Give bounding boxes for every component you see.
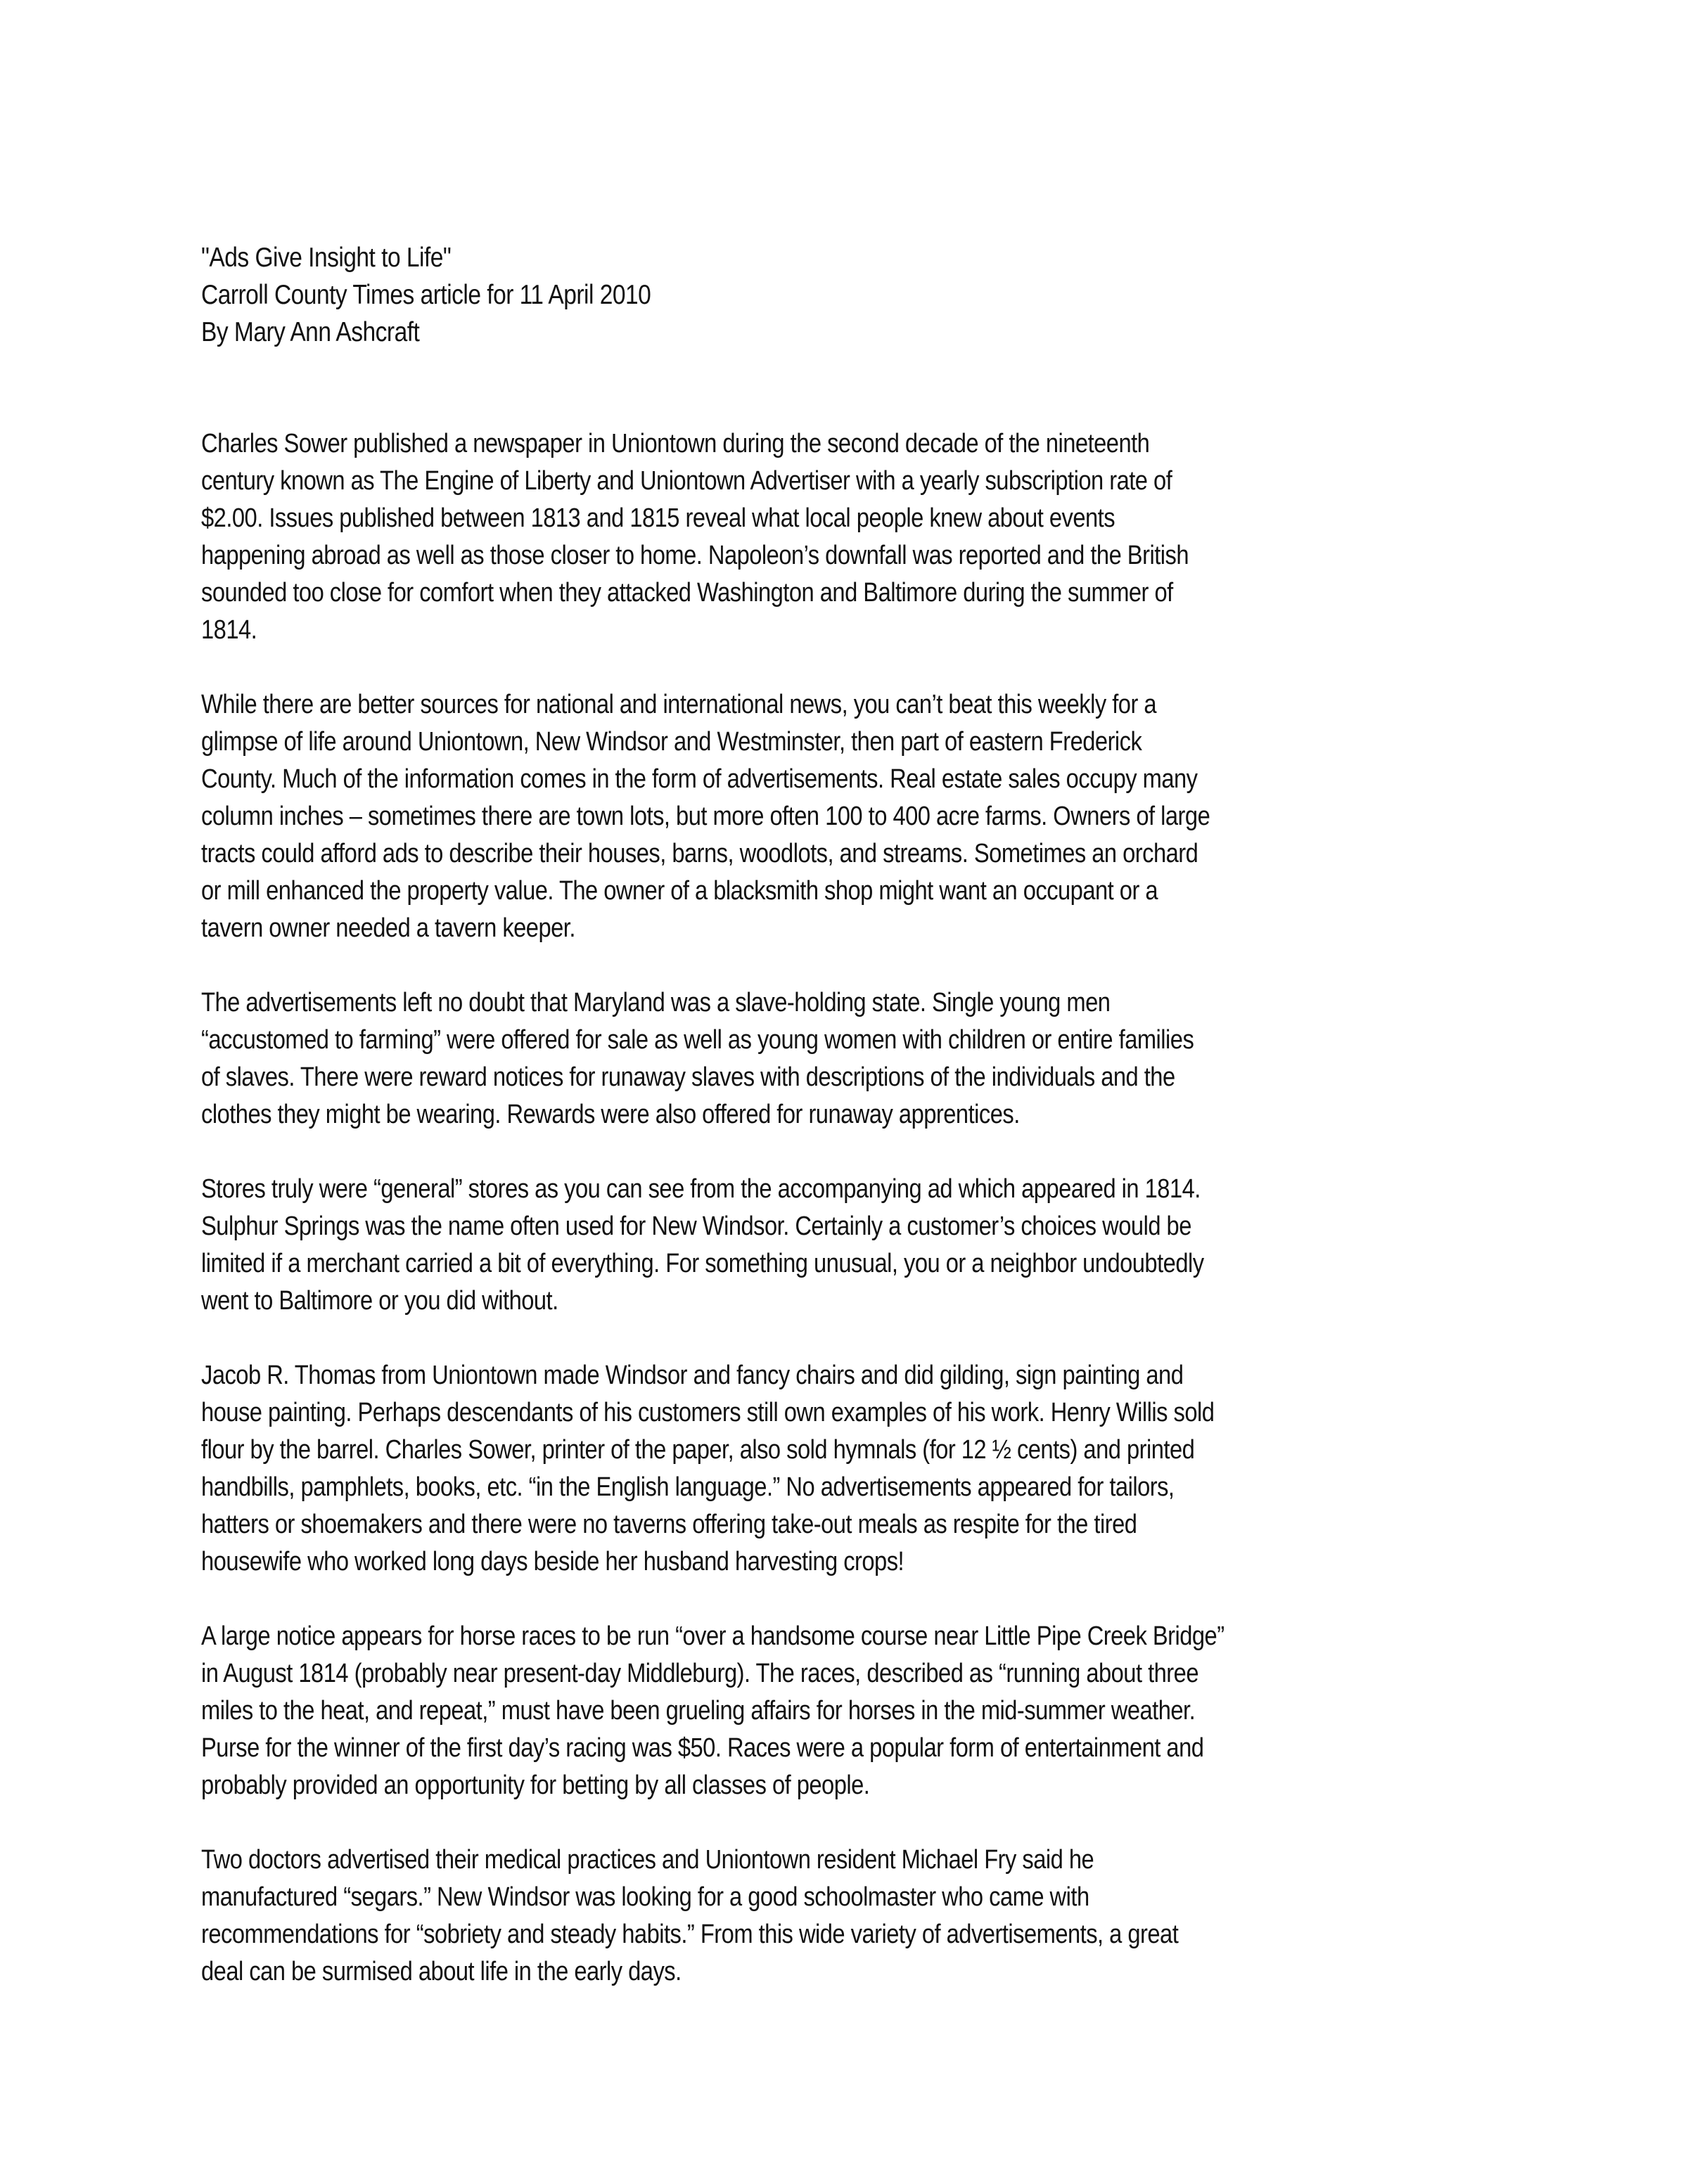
text-line: housewife who worked long days beside her husband harvesting crops! xyxy=(201,1547,904,1576)
text-line: clothes they might be wearing. Rewards were also offered for runaway apprentices. xyxy=(201,1100,1020,1129)
text-line: glimpse of life around Uniontown, New Windsor and Westminster, then part of eastern Frederick xyxy=(201,727,1142,757)
text-line: Charles Sower published a newspaper in Uniontown during the second decade of the nineteenth xyxy=(201,429,1150,458)
text-line: 1814. xyxy=(201,615,257,645)
text-line: flour by the barrel. Charles Sower, printer of the paper, also sold hymnals (for 12 ½ cents) and printed xyxy=(201,1435,1195,1465)
text-line: A large notice appears for horse races to be run “over a handsome course near Little Pipe Creek Bridge” xyxy=(201,1621,1225,1651)
text-line: $2.00. Issues published between 1813 and 1815 reveal what local people knew about events xyxy=(201,503,1115,533)
text-line: column inches – sometimes there are town lots, but more often 100 to 400 acre farms. Owners of large xyxy=(201,802,1210,831)
text-line: Purse for the winner of the first day’s racing was $50. Races were a popular form of entertainment and xyxy=(201,1733,1204,1763)
text-line: limited if a merchant carried a bit of everything. For something unusual, you or a neighbor undoubtedly xyxy=(201,1249,1204,1278)
text-line: miles to the heat, and repeat,” must have been grueling affairs for horses in the mid-summer weather. xyxy=(201,1696,1196,1726)
paragraph-7 xyxy=(201,1842,1537,1991)
text-line: or mill enhanced the property value. The owner of a blacksmith shop might want an occupant or a xyxy=(201,876,1158,906)
paragraph-1 xyxy=(201,425,1537,649)
text-line: house painting. Perhaps descendants of his customers still own examples of his work. Henry Willis sold xyxy=(201,1398,1215,1427)
text-line: happening abroad as well as those closer to home. Napoleon’s downfall was reported and the British xyxy=(201,541,1189,570)
article-header xyxy=(201,239,1537,351)
text-line: Sulphur Springs was the name often used for New Windsor. Certainly a customer’s choices would be xyxy=(201,1212,1191,1241)
byline: By Mary Ann Ashcraft xyxy=(201,317,420,347)
publication-line: Carroll County Times article for 11 April 2010 xyxy=(201,280,651,310)
text-line: in August 1814 (probably near present-day Middleburg). The races, described as “running about three xyxy=(201,1659,1198,1688)
text-line: “accustomed to farming” were offered for sale as well as young women with children or entire families xyxy=(201,1025,1194,1055)
text-line: probably provided an opportunity for betting by all classes of people. xyxy=(201,1771,870,1800)
text-line: manufactured “segars.” New Windsor was looking for a good schoolmaster who came with xyxy=(201,1882,1089,1912)
text-line: of slaves. There were reward notices for runaway slaves with descriptions of the individuals and the xyxy=(201,1062,1175,1092)
text-line: Jacob R. Thomas from Uniontown made Windsor and fancy chairs and did gilding, sign painting and xyxy=(201,1361,1184,1390)
text-line: deal can be surmised about life in the early days. xyxy=(201,1957,682,1986)
text-line: century known as The Engine of Liberty and Uniontown Advertiser with a yearly subscription rate of xyxy=(201,466,1172,496)
article-body xyxy=(201,239,1537,2028)
paragraph-5 xyxy=(201,1357,1537,1581)
text-line: County. Much of the information comes in the form of advertisements. Real estate sales occupy many xyxy=(201,764,1198,794)
text-line: recommendations for “sobriety and steady habits.” From this wide variety of advertisements, a great xyxy=(201,1920,1179,1949)
text-line: tavern owner needed a tavern keeper. xyxy=(201,913,575,943)
paragraph-2 xyxy=(201,686,1537,947)
article-title: "Ads Give Insight to Life" xyxy=(201,243,452,273)
text-line: handbills, pamphlets, books, etc. “in the English language.” No advertisements appeared for tailors, xyxy=(201,1472,1175,1502)
text-line: Two doctors advertised their medical practices and Uniontown resident Michael Fry said he xyxy=(201,1845,1094,1875)
text-line: sounded too close for comfort when they attacked Washington and Baltimore during the summer of xyxy=(201,578,1173,608)
text-line: Stores truly were “general” stores as you can see from the accompanying ad which appeared in 1814. xyxy=(201,1174,1201,1204)
text-line: went to Baltimore or you did without. xyxy=(201,1286,558,1316)
text-line: The advertisements left no doubt that Maryland was a slave-holding state. Single young men xyxy=(201,988,1111,1017)
paragraph-4 xyxy=(201,1171,1537,1320)
paragraph-6 xyxy=(201,1618,1537,1804)
text-line: hatters or shoemakers and there were no taverns offering take-out meals as respite for the tired xyxy=(201,1510,1137,1539)
text-line: While there are better sources for national and international news, you can’t beat this weekly for a xyxy=(201,690,1157,719)
paragraph-3 xyxy=(201,984,1537,1133)
text-line: tracts could afford ads to describe their houses, barns, woodlots, and streams. Sometimes an orchard xyxy=(201,839,1198,868)
